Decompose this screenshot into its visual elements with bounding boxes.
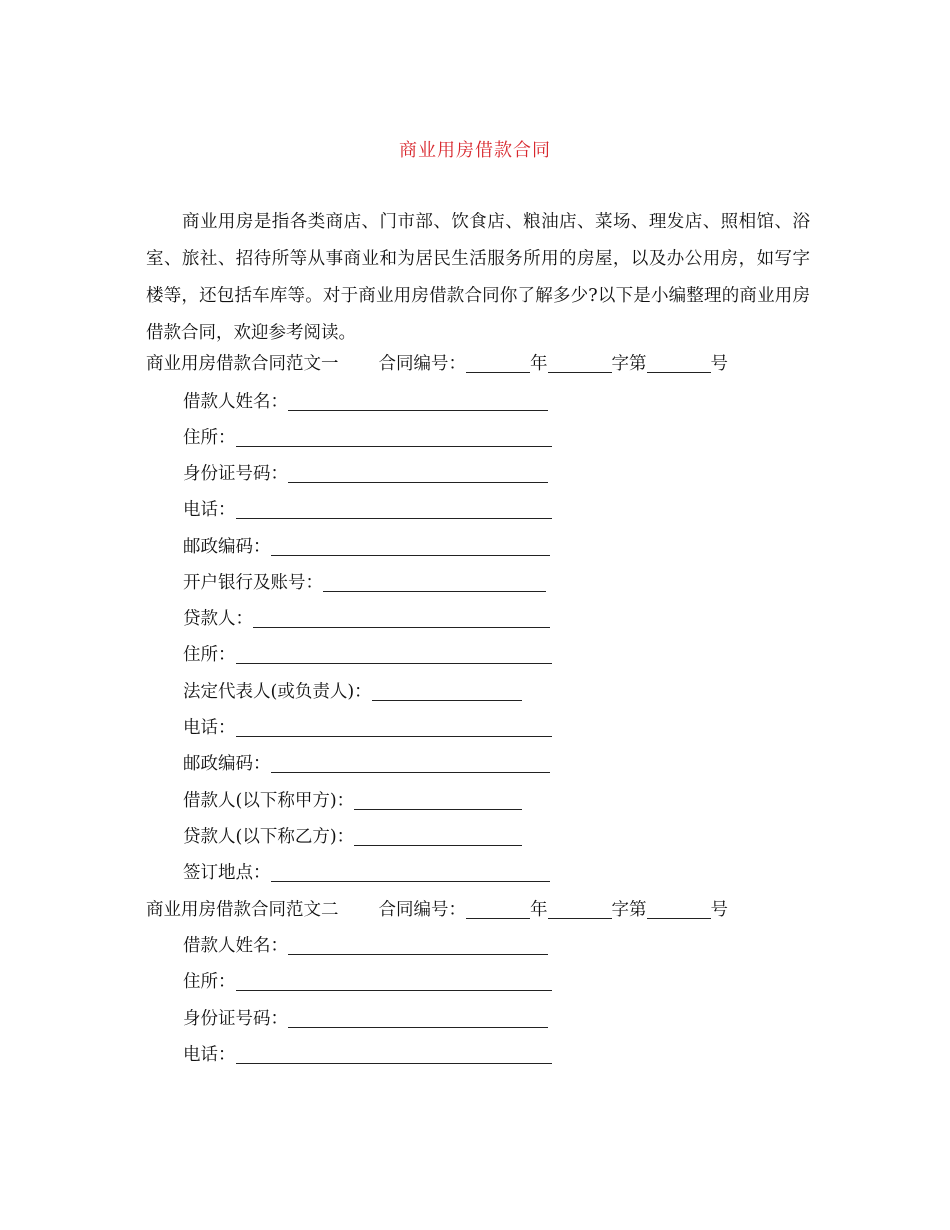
section-2-heading-row <box>146 898 728 922</box>
form-field-row <box>183 535 550 559</box>
page-title: 商业用房借款合同 <box>399 140 551 161</box>
form-field-row <box>183 571 546 595</box>
year-label: 年 <box>530 900 548 920</box>
form-field-row <box>183 680 522 704</box>
field-blank[interactable] <box>372 682 522 701</box>
form-field-row <box>183 825 522 849</box>
field-blank[interactable] <box>236 718 552 737</box>
form-field-row <box>183 643 552 667</box>
field-blank[interactable] <box>354 827 522 846</box>
form-field-row <box>183 498 552 522</box>
section-heading: 商业用房借款合同范文一 <box>146 354 339 374</box>
field-label: 住所： <box>183 645 236 665</box>
year-blank[interactable] <box>466 354 530 373</box>
field-label: 电话： <box>183 1045 236 1065</box>
section-1-heading-row <box>146 352 728 376</box>
field-blank[interactable] <box>271 863 550 882</box>
field-blank[interactable] <box>236 428 552 447</box>
form-field-row <box>183 934 548 958</box>
contract-number-label: 合同编号： <box>378 354 466 374</box>
field-label: 借款人(以下称甲方)： <box>183 791 355 811</box>
field-blank[interactable] <box>236 645 552 664</box>
field-blank[interactable] <box>253 609 550 628</box>
form-field-row <box>183 861 550 885</box>
number-label: 号 <box>710 900 728 920</box>
field-blank[interactable] <box>236 972 552 991</box>
field-label: 身份证号码： <box>183 1009 288 1029</box>
form-field-row <box>183 390 548 414</box>
field-label: 身份证号码： <box>183 464 288 484</box>
number-blank[interactable] <box>647 900 711 919</box>
number-blank[interactable] <box>647 354 711 373</box>
contract-number-label: 合同编号： <box>378 900 466 920</box>
field-blank[interactable] <box>288 936 548 955</box>
form-field-row <box>183 789 522 813</box>
form-field-row <box>183 970 552 994</box>
field-blank[interactable] <box>288 464 548 483</box>
field-blank[interactable] <box>236 500 552 519</box>
section-heading: 商业用房借款合同范文二 <box>146 900 339 920</box>
form-field-row <box>183 426 552 450</box>
field-label: 借款人姓名： <box>183 392 288 412</box>
char-blank[interactable] <box>548 900 612 919</box>
char-label: 字第 <box>611 354 647 374</box>
form-field-row <box>183 607 550 631</box>
form-field-row <box>183 462 548 486</box>
form-field-row <box>183 1043 552 1067</box>
field-label: 贷款人： <box>183 609 253 629</box>
intro-paragraph: 商业用房是指各类商店、门市部、饮食店、粮油店、菜场、理发店、照相馆、浴室、旅社、招待所等从事商业和为居民生活服务所用的房屋，以及办公用房，如写字楼等，还包括车库等。对于商业用房借款合同你了解多少?以下是小编整理的商业用房借款合同，欢迎参考阅读。 <box>146 212 810 343</box>
year-blank[interactable] <box>466 900 530 919</box>
field-label: 邮政编码： <box>183 754 271 774</box>
field-label: 法定代表人(或负责人)： <box>183 682 372 702</box>
form-field-row <box>183 1007 548 1031</box>
char-label: 字第 <box>611 900 647 920</box>
field-blank[interactable] <box>271 754 550 773</box>
form-field-row <box>183 752 550 776</box>
field-blank[interactable] <box>236 1045 552 1064</box>
field-blank[interactable] <box>354 791 522 810</box>
field-blank[interactable] <box>288 392 548 411</box>
field-label: 住所： <box>183 972 236 992</box>
field-label: 贷款人(以下称乙方)： <box>183 827 355 847</box>
field-label: 开户银行及账号： <box>183 573 323 593</box>
field-label: 电话： <box>183 718 236 738</box>
year-label: 年 <box>530 354 548 374</box>
field-label: 邮政编码： <box>183 537 271 557</box>
char-blank[interactable] <box>548 354 612 373</box>
field-label: 借款人姓名： <box>183 936 288 956</box>
number-label: 号 <box>710 354 728 374</box>
field-blank[interactable] <box>271 537 550 556</box>
field-blank[interactable] <box>288 1009 548 1028</box>
field-label: 电话： <box>183 500 236 520</box>
field-label: 签订地点： <box>183 863 271 883</box>
field-blank[interactable] <box>323 573 546 592</box>
field-label: 住所： <box>183 428 236 448</box>
form-field-row <box>183 716 552 740</box>
